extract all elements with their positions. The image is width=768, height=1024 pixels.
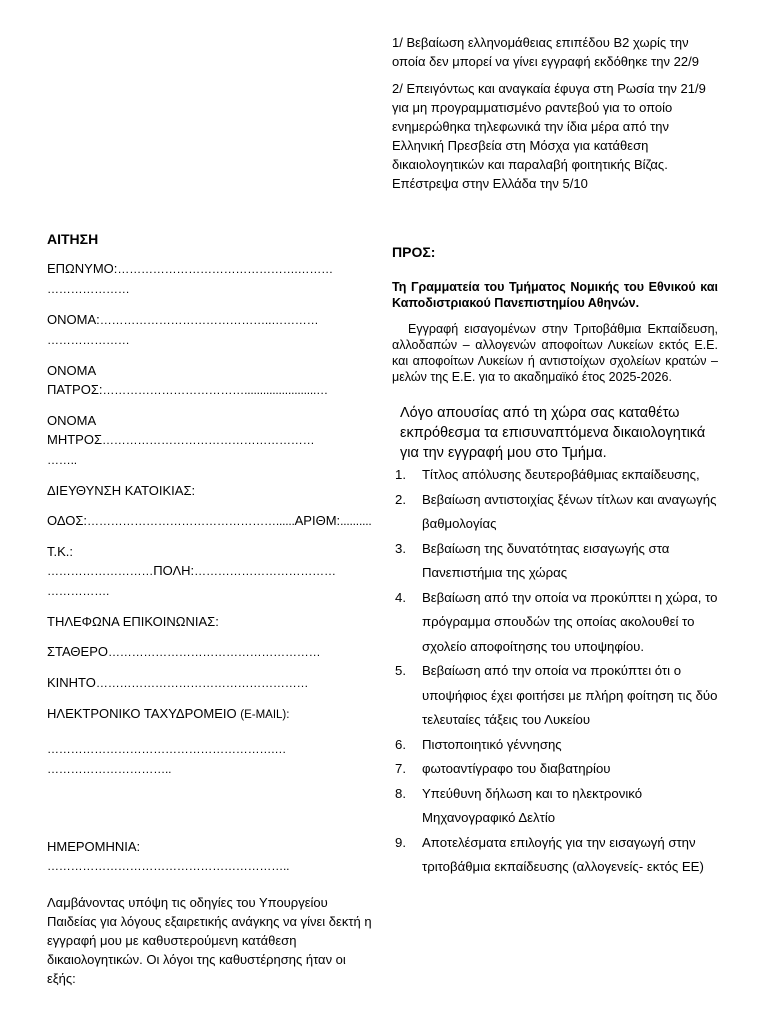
list-item-number: 2.	[395, 491, 406, 507]
email-field[interactable]	[47, 739, 372, 779]
reason-paragraph: 1/ Βεβαίωση ελληνομάθειας επιπέδου Β2 χωρίς την οποία δεν μπορεί να γίνει εγγραφή εκδόθηκε την 22/9	[392, 35, 699, 69]
city-label: ΠΟΛΗ:	[153, 563, 195, 578]
list-item	[392, 537, 718, 586]
list-item-text: Αποτελέσματα επιλογής για την εισαγωγή στην τριτοβάθμια εκπαίδευσης (αλλογενείς- εκτός ΕΕ)	[422, 834, 704, 874]
list-item-text: φωτοαντίγραφο του διαβατηρίου	[422, 761, 611, 776]
list-item	[392, 733, 718, 758]
statement-text: Λαμβάνοντας υπόψη τις οδηγίες του Υπουργείου Παιδείας για λόγους εξαιρετικής ανάγκης να γίνει δεκτή η εγγραφή μου με καθυστερούμενη κατάθεση δικαιολογητικών. Οι λόγοι της καθυστέρησης ήταν οι εξής:	[47, 895, 372, 986]
surname-label: ΕΠΩΝΥΜΟ:	[47, 261, 118, 276]
street-number-dots: ..........	[340, 514, 372, 528]
street-label: ΟΔΟΣ:	[47, 513, 88, 528]
address-heading: ΔΙΕΥΘΥΝΣΗ ΚΑΤΟΙΚΙΑΣ:	[47, 483, 196, 498]
street-number-label: ΑΡΙΘΜ:	[294, 513, 341, 528]
list-item-number: 6.	[395, 736, 406, 752]
list-item-number: 1.	[395, 467, 406, 482]
email-dots: ………………………………………………….… …………………………..	[47, 742, 287, 776]
date-label: ΗΜΕΡΟΜΗΝΙΑ:	[47, 839, 141, 854]
list-item-text: Υπεύθυνη δήλωση και το ηλεκτρονικό Μηχανογραφικό Δελτίο	[422, 785, 643, 825]
attachments-list	[392, 463, 718, 880]
recipient-column	[392, 33, 718, 880]
list-item-text: Βεβαίωση της δυνατότητας εισαγωγής στα Πανεπιστήμια της χώρας	[422, 540, 670, 580]
list-item	[392, 757, 718, 782]
list-item	[392, 659, 718, 733]
father-name-field[interactable]	[47, 361, 347, 400]
to-label: ΠΡΟΣ:	[392, 244, 436, 260]
name-label: ΟΝΟΜΑ:	[47, 312, 100, 327]
list-item	[392, 782, 718, 831]
mobile-dots: ………………………………………………	[95, 676, 309, 690]
list-item	[392, 586, 718, 660]
email-label-suffix: (E-MAIL):	[240, 709, 290, 721]
mother-name-field[interactable]	[47, 411, 347, 470]
list-item-number: 5.	[395, 663, 406, 678]
list-item-text: Βεβαίωση αντιστοιχίας ξένων τίτλων και αναγωγής βαθμολογίας	[422, 491, 717, 531]
landline-field[interactable]	[47, 642, 372, 662]
registration-description: Εγγραφή εισαγομένων στην Τριτοβάθμια Εκπαίδευση, αλλοδαπών – αλλογενών αποφοίτων Λυκείων εκτός Ε.Ε. και αποφοίτων Λυκείων ή αντιστοίχων σχολείων κρατών – μελών της Ε.Ε. για το ακαδημαϊκό έτος 2025-2026.	[392, 322, 718, 384]
surname-dots: ……………………………………….……… …………………	[47, 262, 333, 296]
list-item-number: 3.	[395, 540, 406, 556]
list-item-number: 8.	[395, 785, 406, 801]
list-item-text: Βεβαίωση από την οποία να προκύπτει η χώρα, το πρόγραμμα σπουδών της οποίας ακολουθεί το σχολείο αποφοίτησης του υποψηφίου.	[422, 589, 718, 654]
list-item-number: 9.	[395, 834, 406, 850]
list-item	[392, 488, 718, 537]
list-item-text: Τίτλος απόλυσης δευτεροβάθμιας εκπαίδευσης,	[422, 467, 700, 482]
landline-label: ΣΤΑΘΕΡΟ	[47, 644, 108, 659]
postal-dots: ………………………	[47, 564, 154, 578]
date-dots: ……………………………………………………..	[47, 859, 290, 873]
name-field[interactable]	[47, 310, 372, 350]
mobile-field[interactable]	[47, 673, 372, 693]
postal-field[interactable]	[47, 542, 372, 601]
delay-reasons	[392, 33, 718, 193]
attachments-intro: Λόγο απουσίας από τη χώρα σας καταθέτω εκπρόθεσμα τα επισυναπτόμενα δικαιολογητικά για την εγγραφή μου στο Τμήμα.	[400, 405, 706, 461]
father-name-dots: ……………………………….......................…	[102, 383, 328, 397]
mother-name-label: ΟΝΟΜΑ ΜΗΤΡΟΣ	[47, 413, 102, 447]
list-item-text: Πιστοποιητικό γέννησης	[422, 736, 562, 752]
email-label-line	[47, 704, 372, 725]
document-title: ΑΙΤΗΣΗ	[47, 231, 99, 247]
recipient-text: Τη Γραμματεία του Τμήματος Νομικής του Εθνικού και Καποδιστριακού Πανεπιστημίου Αθηνών.	[392, 280, 718, 310]
street-field[interactable]	[47, 511, 372, 531]
list-item-number: 4.	[395, 589, 406, 605]
street-dots: …………………………………………......	[87, 514, 295, 528]
date-field[interactable]	[47, 837, 372, 876]
city-dots: ……………………………… …………….	[47, 564, 336, 598]
name-dots: ……………………………………..………… …………………	[47, 313, 319, 347]
phones-heading: ΤΗΛΕΦΩΝΑ ΕΠΙΚΟΙΝΩΝΙΑΣ:	[47, 614, 219, 629]
email-label: ΗΛΕΚΤΡΟΝΙΚΟ ΤΑΧΥΔΡΟΜΕΙΟ	[47, 706, 237, 721]
mobile-label: ΚΙΝΗΤΟ	[47, 675, 96, 690]
postal-label: Τ.Κ.:	[47, 544, 74, 559]
father-name-label: ΟΝΟΜΑ ΠΑΤΡΟΣ:	[47, 363, 103, 397]
list-item	[392, 463, 718, 488]
list-item-text: Βεβαίωση από την οποία να προκύπτει ότι ο υποψήφιος έχει φοιτήσει με πλήρη φοίτηση τις δύο τελευταίες τάξεις του Λυκείου	[422, 663, 718, 727]
mother-name-dots: ……………………………………………… ……..	[47, 433, 315, 467]
reason-paragraph: 2/ Επειγόντως και αναγκαία έφυγα στη Ρωσία την 21/9 για μη προγραμματισμένο ραντεβού για το οποίο ενημερώθηκα τηλεφωνικά την ίδια μέρα από την Ελληνική Πρεσβεία στη Μόσχα για κατάθεση δικαιολογητικών και παραλαβή φοιτητικής Βίζας. Επέστρεψα στην Ελλάδα την 5/10	[392, 81, 706, 191]
list-item-number: 7.	[395, 761, 406, 776]
application-form	[47, 230, 372, 988]
list-item	[392, 831, 718, 880]
landline-dots: ………………………………………………	[107, 645, 321, 659]
surname-field[interactable]	[47, 259, 372, 299]
